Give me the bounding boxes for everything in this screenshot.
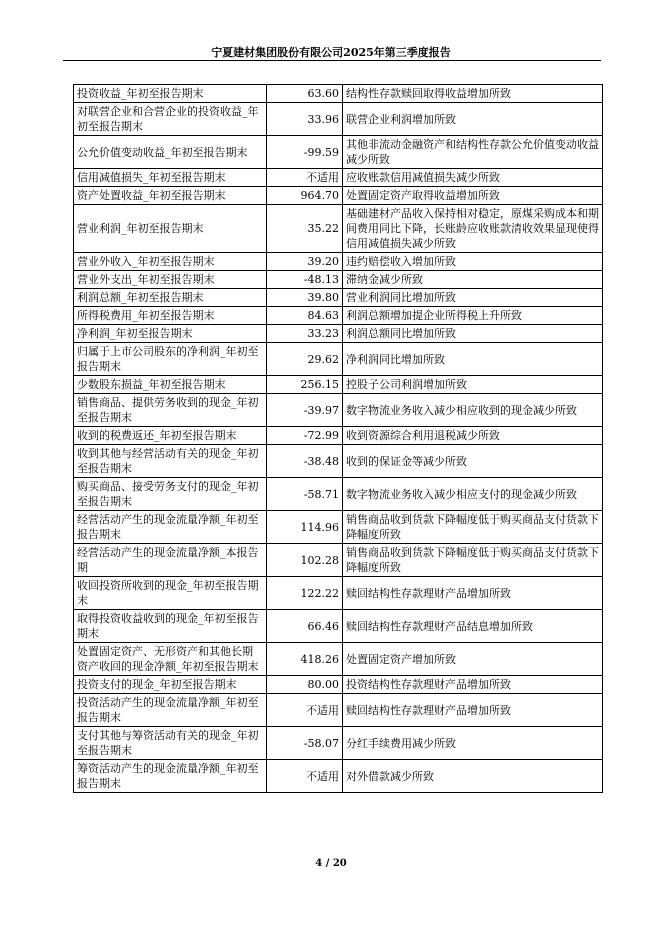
item-cell: 取得投资收益收到的现金_年初至报告期末 (74, 610, 267, 643)
table-row (74, 343, 603, 376)
reason-cell: 基础建材产品收入保持相对稳定，原煤采购成本和期间费用同比下降，长账龄应收账款清收效果显现使得信用减值损失减少所致 (343, 205, 603, 253)
item-cell: 经营活动产生的现金流量净额_年初至报告期末 (74, 511, 267, 544)
reason-cell: 投资结构性存款理财产品增加所致 (343, 676, 603, 694)
table-row (74, 253, 603, 271)
table-row (74, 136, 603, 169)
table-row (74, 271, 603, 289)
table-row (74, 676, 603, 694)
item-cell: 营业外收入_年初至报告期末 (74, 253, 267, 271)
reason-cell: 数字物流业务收入减少相应收到的现金减少所致 (343, 394, 603, 427)
reason-cell: 违约赔偿收入增加所致 (343, 253, 603, 271)
value-cell: -58.07 (267, 727, 343, 760)
item-cell: 收到的税费返还_年初至报告期末 (74, 427, 267, 445)
value-cell: -39.97 (267, 394, 343, 427)
item-cell: 投资支付的现金_年初至报告期末 (74, 676, 267, 694)
item-cell: 少数股东损益_年初至报告期末 (74, 376, 267, 394)
reason-cell: 利润总额增加提企业所得税上升所致 (343, 307, 603, 325)
value-cell: 29.62 (267, 343, 343, 376)
item-cell: 投资收益_年初至报告期末 (74, 85, 267, 103)
item-cell: 信用减值损失_年初至报告期末 (74, 169, 267, 187)
value-cell: 不适用 (267, 694, 343, 727)
value-cell: -48.13 (267, 271, 343, 289)
table-row (74, 478, 603, 511)
value-cell: -58.71 (267, 478, 343, 511)
reason-cell: 滞纳金减少所致 (343, 271, 603, 289)
table-row (74, 325, 603, 343)
reason-cell: 处置固定资产增加所致 (343, 643, 603, 676)
reason-cell: 联营企业利润增加所致 (343, 103, 603, 136)
item-cell: 投资活动产生的现金流量净额_年初至报告期末 (74, 694, 267, 727)
table-row (74, 643, 603, 676)
item-cell: 营业利润_年初至报告期末 (74, 205, 267, 253)
reason-cell: 赎回结构性存款理财产品增加所致 (343, 577, 603, 610)
reason-cell: 数字物流业务收入减少相应支付的现金减少所致 (343, 478, 603, 511)
table-row (74, 694, 603, 727)
value-cell: 102.28 (267, 544, 343, 577)
table-row (74, 610, 603, 643)
value-cell: -99.59 (267, 136, 343, 169)
value-cell: 256.15 (267, 376, 343, 394)
item-cell: 筹资活动产生的现金流量净额_年初至报告期末 (74, 760, 267, 793)
reason-cell: 赎回结构性存款理财产品结息增加所致 (343, 610, 603, 643)
value-cell: -38.48 (267, 445, 343, 478)
reason-cell: 应收账款信用减值损失减少所致 (343, 169, 603, 187)
item-cell: 利润总额_年初至报告期末 (74, 289, 267, 307)
value-cell: 66.46 (267, 610, 343, 643)
item-cell: 收回投资所收到的现金_年初至报告期末 (74, 577, 267, 610)
table-row (74, 103, 603, 136)
table-row (74, 760, 603, 793)
item-cell: 公允价值变动收益_年初至报告期末 (74, 136, 267, 169)
item-cell: 经营活动产生的现金流量净额_本报告期 (74, 544, 267, 577)
value-cell: 35.22 (267, 205, 343, 253)
item-cell: 支付其他与筹资活动有关的现金_年初至报告期末 (74, 727, 267, 760)
table-row (74, 169, 603, 187)
item-cell: 资产处置收益_年初至报告期末 (74, 187, 267, 205)
table-row (74, 85, 603, 103)
item-cell: 营业外支出_年初至报告期末 (74, 271, 267, 289)
reason-cell: 利润总额同比增加所致 (343, 325, 603, 343)
reason-cell: 销售商品收到货款下降幅度低于购买商品支付货款下降幅度所致 (343, 511, 603, 544)
table-row (74, 289, 603, 307)
reason-cell: 结构性存款赎回取得收益增加所致 (343, 85, 603, 103)
value-cell: 418.26 (267, 643, 343, 676)
reason-cell: 收到的保证金等减少所致 (343, 445, 603, 478)
value-cell: 不适用 (267, 760, 343, 793)
reason-cell: 销售商品收到货款下降幅度低于购买商品支付货款下降幅度所致 (343, 544, 603, 577)
reason-cell: 赎回结构性存款理财产品增加所致 (343, 694, 603, 727)
value-cell: 114.96 (267, 511, 343, 544)
item-cell: 处置固定资产、无形资产和其他长期资产收回的现金净额_年初至报告期末 (74, 643, 267, 676)
value-cell: 33.96 (267, 103, 343, 136)
table-row (74, 205, 603, 253)
item-cell: 所得税费用_年初至报告期末 (74, 307, 267, 325)
value-cell: 80.00 (267, 676, 343, 694)
table-row (74, 445, 603, 478)
reason-cell: 处置固定资产取得收益增加所致 (343, 187, 603, 205)
table-row (74, 727, 603, 760)
reason-cell: 分红手续费用减少所致 (343, 727, 603, 760)
table-row (74, 187, 603, 205)
page-number: 4 / 20 (315, 858, 347, 869)
reason-cell: 收到资源综合利用退税减少所致 (343, 427, 603, 445)
value-cell: 33.23 (267, 325, 343, 343)
value-cell: -72.99 (267, 427, 343, 445)
item-cell: 归属于上市公司股东的净利润_年初至报告期末 (74, 343, 267, 376)
value-cell: 63.60 (267, 85, 343, 103)
reason-cell: 其他非流动金融资产和结构性存款公允价值变动收益减少所致 (343, 136, 603, 169)
value-cell: 不适用 (267, 169, 343, 187)
item-cell: 销售商品、提供劳务收到的现金_年初至报告期末 (74, 394, 267, 427)
reason-cell: 控股子公司利润增加所致 (343, 376, 603, 394)
item-cell: 净利润_年初至报告期末 (74, 325, 267, 343)
table-row (74, 394, 603, 427)
table-row (74, 307, 603, 325)
value-cell: 122.22 (267, 577, 343, 610)
item-cell: 收到其他与经营活动有关的现金_年初至报告期末 (74, 445, 267, 478)
value-cell: 39.20 (267, 253, 343, 271)
reason-cell: 净利润同比增加所致 (343, 343, 603, 376)
table-row (74, 376, 603, 394)
page-header: 宁夏建材集团股份有限公司2025年第三季度报告 (211, 46, 451, 59)
change-reasons-table (73, 84, 603, 793)
item-cell: 对联营企业和合营企业的投资收益_年初至报告期末 (74, 103, 267, 136)
value-cell: 964.70 (267, 187, 343, 205)
value-cell: 84.63 (267, 307, 343, 325)
reason-cell: 营业利润同比增加所致 (343, 289, 603, 307)
header-divider (63, 60, 601, 61)
item-cell: 购买商品、接受劳务支付的现金_年初至报告期末 (74, 478, 267, 511)
table-row (74, 511, 603, 544)
table-row (74, 427, 603, 445)
table-row (74, 577, 603, 610)
value-cell: 39.80 (267, 289, 343, 307)
table-row (74, 544, 603, 577)
reason-cell: 对外借款减少所致 (343, 760, 603, 793)
